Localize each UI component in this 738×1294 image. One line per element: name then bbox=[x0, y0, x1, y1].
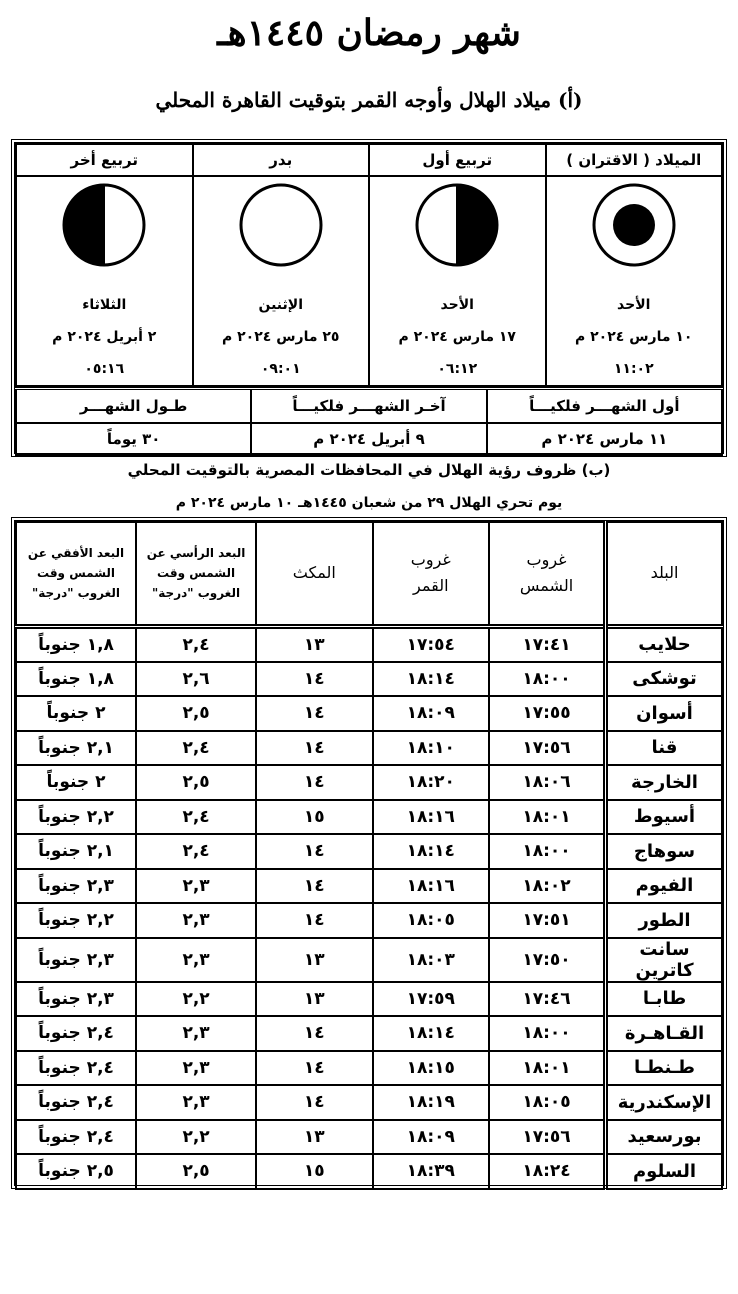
summary-value-row bbox=[16, 423, 722, 455]
sunset-cell: ١٨:٢٤ bbox=[489, 1154, 605, 1189]
column-header-line: غروب bbox=[410, 550, 451, 570]
table-row bbox=[16, 765, 722, 800]
city-cell: الفيوم bbox=[606, 869, 722, 904]
vertical-distance-cell: ٢,٣ bbox=[136, 903, 256, 938]
lag-cell: ١٣ bbox=[256, 626, 372, 662]
moonset-cell: ١٨:١٠ bbox=[373, 731, 489, 766]
moonset-cell: ١٨:٠٩ bbox=[373, 696, 489, 731]
summary-header-row bbox=[16, 389, 722, 423]
phase-time: ١١:٠٢ bbox=[613, 361, 654, 377]
city-cell: توشكى bbox=[606, 662, 722, 697]
lag-cell: ١٤ bbox=[256, 834, 372, 869]
horizontal-distance-cell: ٢,٢ جنوباً bbox=[16, 800, 136, 835]
moonset-cell: ١٨:١٩ bbox=[373, 1085, 489, 1120]
summary-value-start: ١١ مارس ٢٠٢٤ م bbox=[487, 423, 722, 455]
table-row bbox=[16, 982, 722, 1017]
vertical-distance-cell: ٢,٤ bbox=[136, 731, 256, 766]
horizontal-distance-cell: ٢,٥ جنوباً bbox=[16, 1154, 136, 1189]
table-row bbox=[16, 938, 722, 982]
city-cell: بورسعيد bbox=[606, 1120, 722, 1155]
vertical-distance-cell: ٢,٣ bbox=[136, 1085, 256, 1120]
horizontal-distance-cell: ٢,٤ جنوباً bbox=[16, 1085, 136, 1120]
phase-cell bbox=[16, 176, 193, 386]
vertical-distance-cell: ٢,٣ bbox=[136, 1016, 256, 1051]
column-header bbox=[136, 522, 256, 626]
horizontal-distance-cell: ٢,٢ جنوباً bbox=[16, 903, 136, 938]
city-cell: القـاهـرة bbox=[606, 1016, 722, 1051]
lag-cell: ١٤ bbox=[256, 869, 372, 904]
table-row bbox=[16, 800, 722, 835]
horizontal-distance-cell: ٢,٤ جنوباً bbox=[16, 1051, 136, 1086]
city-cell: أسيوط bbox=[606, 800, 722, 835]
moonset-cell: ١٨:١٥ bbox=[373, 1051, 489, 1086]
table-row bbox=[16, 1016, 722, 1051]
city-cell: سانت كاترين bbox=[606, 938, 722, 982]
horizontal-distance-cell: ٢,٤ جنوباً bbox=[16, 1016, 136, 1051]
horizontal-distance-cell: ٢,١ جنوباً bbox=[16, 731, 136, 766]
lag-cell: ١٤ bbox=[256, 731, 372, 766]
moonset-cell: ١٨:٠٣ bbox=[373, 938, 489, 982]
lag-cell: ١٣ bbox=[256, 938, 372, 982]
phase-day: الأحد bbox=[440, 297, 474, 313]
vertical-distance-cell: ٢,٥ bbox=[136, 696, 256, 731]
table-row bbox=[16, 1085, 722, 1120]
horizontal-distance-cell: ١,٨ جنوباً bbox=[16, 626, 136, 662]
table-row bbox=[16, 662, 722, 697]
table-row bbox=[16, 834, 722, 869]
lag-cell: ١٣ bbox=[256, 1120, 372, 1155]
phase-time: ٠٦:١٢ bbox=[437, 361, 478, 377]
horizontal-distance-cell: ١,٨ جنوباً bbox=[16, 662, 136, 697]
summary-value-length: ٣٠ يوماً bbox=[16, 423, 251, 455]
lag-cell: ١٥ bbox=[256, 1154, 372, 1189]
visibility-frame bbox=[11, 517, 727, 1189]
phase-header-row bbox=[16, 144, 722, 176]
full-moon-icon bbox=[237, 181, 325, 269]
summary-header-start: أول الشهـــر فلكيـــاً bbox=[487, 389, 722, 423]
phase-day: الثلاثاء bbox=[82, 297, 127, 313]
lag-cell: ١٤ bbox=[256, 1016, 372, 1051]
month-summary-table bbox=[15, 387, 723, 456]
visibility-table-body bbox=[16, 626, 722, 1189]
sunset-cell: ١٨:٠٥ bbox=[489, 1085, 605, 1120]
summary-header-length: طـول الشهـــر bbox=[16, 389, 251, 423]
column-header-line: الغروب "درجة" bbox=[31, 586, 121, 601]
horizontal-distance-cell: ٢ جنوباً bbox=[16, 696, 136, 731]
sunset-cell: ١٨:٠٠ bbox=[489, 834, 605, 869]
city-cell: الخارجة bbox=[606, 765, 722, 800]
horizontal-distance-cell: ٢,٣ جنوباً bbox=[16, 982, 136, 1017]
sunset-cell: ١٧:٤٦ bbox=[489, 982, 605, 1017]
new-moon-icon bbox=[590, 181, 678, 269]
column-header-line: البعد الأفقي عن bbox=[27, 546, 125, 561]
horizontal-distance-cell: ٢,٤ جنوباً bbox=[16, 1120, 136, 1155]
column-header-line: غروب bbox=[526, 550, 567, 570]
city-cell: قنا bbox=[606, 731, 722, 766]
lag-cell: ١٥ bbox=[256, 800, 372, 835]
city-cell: سوهاج bbox=[606, 834, 722, 869]
vertical-distance-cell: ٢,٥ bbox=[136, 765, 256, 800]
table-row bbox=[16, 1051, 722, 1086]
horizontal-distance-cell: ٢,٣ جنوباً bbox=[16, 869, 136, 904]
sunset-cell: ١٧:٥٦ bbox=[489, 731, 605, 766]
sunset-cell: ١٧:٤١ bbox=[489, 626, 605, 662]
table-row bbox=[16, 1154, 722, 1189]
column-header bbox=[373, 522, 489, 626]
phase-label: تربيع أول bbox=[369, 144, 546, 176]
visibility-header-row bbox=[16, 522, 722, 626]
sunset-cell: ١٧:٥٦ bbox=[489, 1120, 605, 1155]
moonset-cell: ١٨:١٤ bbox=[373, 834, 489, 869]
sunset-cell: ١٨:٠١ bbox=[489, 1051, 605, 1086]
vertical-distance-cell: ٢,٥ bbox=[136, 1154, 256, 1189]
vertical-distance-cell: ٢,٣ bbox=[136, 938, 256, 982]
column-header-line: البلد bbox=[650, 563, 679, 583]
moonset-cell: ١٨:٣٩ bbox=[373, 1154, 489, 1189]
vertical-distance-cell: ٢,٢ bbox=[136, 1120, 256, 1155]
moonset-cell: ١٧:٥٤ bbox=[373, 626, 489, 662]
lag-cell: ١٤ bbox=[256, 662, 372, 697]
moonset-cell: ١٨:١٦ bbox=[373, 869, 489, 904]
phase-day: الأحد bbox=[617, 297, 651, 313]
summary-value-end: ٩ أبريل ٢٠٢٤ م bbox=[251, 423, 486, 455]
phase-cell bbox=[193, 176, 370, 386]
city-cell: أسوان bbox=[606, 696, 722, 731]
vertical-distance-cell: ٢,٣ bbox=[136, 869, 256, 904]
summary-header-end: آخـر الشهـــر فلكيـــاً bbox=[251, 389, 486, 423]
column-header-line: الشمس وقت bbox=[37, 566, 116, 581]
lag-cell: ١٤ bbox=[256, 765, 372, 800]
phase-date: ٢ أبريل ٢٠٢٤ م bbox=[52, 329, 157, 345]
moonset-cell: ١٨:٠٥ bbox=[373, 903, 489, 938]
column-header bbox=[256, 522, 372, 626]
sunset-cell: ١٨:٠٠ bbox=[489, 1016, 605, 1051]
column-header-line: المكث bbox=[292, 563, 336, 583]
horizontal-distance-cell: ٢,٣ جنوباً bbox=[16, 938, 136, 982]
horizontal-distance-cell: ٢,١ جنوباً bbox=[16, 834, 136, 869]
city-cell: الإسكندرية bbox=[606, 1085, 722, 1120]
phase-label: بدر bbox=[193, 144, 370, 176]
section-a-heading: (أ) ميلاد الهلال وأوجه القمر بتوقيت القاهرة المحلي bbox=[155, 88, 583, 112]
phase-cell bbox=[369, 176, 546, 386]
moonset-cell: ١٨:١٤ bbox=[373, 1016, 489, 1051]
table-row bbox=[16, 1120, 722, 1155]
column-header-line: الغروب "درجة" bbox=[152, 586, 241, 601]
moonset-cell: ١٧:٥٩ bbox=[373, 982, 489, 1017]
visibility-table bbox=[15, 521, 723, 1190]
observation-date: يوم تحري الهلال ٢٩ من شعبان ١٤٤٥هـ ١٠ مارس ٢٠٢٤ م bbox=[175, 495, 563, 511]
vertical-distance-cell: ٢,٤ bbox=[136, 626, 256, 662]
table-row bbox=[16, 626, 722, 662]
sunset-cell: ١٨:٠٢ bbox=[489, 869, 605, 904]
moonset-cell: ١٨:٢٠ bbox=[373, 765, 489, 800]
lag-cell: ١٣ bbox=[256, 982, 372, 1017]
vertical-distance-cell: ٢,٤ bbox=[136, 800, 256, 835]
city-cell: السلوم bbox=[606, 1154, 722, 1189]
moon-phases-table bbox=[15, 143, 723, 387]
sunset-cell: ١٧:٥٥ bbox=[489, 696, 605, 731]
horizontal-distance-cell: ٢ جنوباً bbox=[16, 765, 136, 800]
lag-cell: ١٤ bbox=[256, 1085, 372, 1120]
phase-label: تربيع أخر bbox=[16, 144, 193, 176]
table-row bbox=[16, 731, 722, 766]
last-quarter-moon-icon bbox=[60, 181, 148, 269]
sunset-cell: ١٨:٠١ bbox=[489, 800, 605, 835]
vertical-distance-cell: ٢,٤ bbox=[136, 834, 256, 869]
table-row bbox=[16, 869, 722, 904]
moon-phases-frame bbox=[11, 139, 727, 457]
phase-time: ٠٥:١٦ bbox=[84, 361, 125, 377]
section-b-heading: (ب) ظروف رؤية الهلال في المحافظات المصرية بالتوقيت المحلي bbox=[127, 461, 611, 479]
column-header-line: البعد الرأسي عن bbox=[146, 546, 246, 561]
phase-label: الميلاد ( الاقتران ) bbox=[546, 144, 723, 176]
lag-cell: ١٤ bbox=[256, 696, 372, 731]
phase-time: ٠٩:٠١ bbox=[260, 361, 301, 377]
table-row bbox=[16, 903, 722, 938]
city-cell: الطور bbox=[606, 903, 722, 938]
vertical-distance-cell: ٢,٦ bbox=[136, 662, 256, 697]
city-cell: طابـا bbox=[606, 982, 722, 1017]
phase-detail-row bbox=[16, 176, 722, 386]
city-cell: حلايب bbox=[606, 626, 722, 662]
moonset-cell: ١٨:١٦ bbox=[373, 800, 489, 835]
column-header bbox=[606, 522, 722, 626]
vertical-distance-cell: ٢,٣ bbox=[136, 1051, 256, 1086]
first-quarter-moon-icon bbox=[413, 181, 501, 269]
sunset-cell: ١٨:٠٦ bbox=[489, 765, 605, 800]
phase-cell bbox=[546, 176, 723, 386]
city-cell: طـنطـا bbox=[606, 1051, 722, 1086]
phase-date: ٢٥ مارس ٢٠٢٤ م bbox=[222, 329, 340, 345]
column-header bbox=[489, 522, 605, 626]
vertical-distance-cell: ٢,٢ bbox=[136, 982, 256, 1017]
column-header-line: الشمس وقت bbox=[157, 566, 236, 581]
column-header-line: الشمس bbox=[519, 576, 574, 596]
phase-day: الإثنين bbox=[258, 297, 303, 313]
lag-cell: ١٤ bbox=[256, 1051, 372, 1086]
sunset-cell: ١٧:٥٠ bbox=[489, 938, 605, 982]
column-header bbox=[16, 522, 136, 626]
moonset-cell: ١٨:١٤ bbox=[373, 662, 489, 697]
phase-date: ١٠ مارس ٢٠٢٤ م bbox=[575, 329, 693, 345]
lag-cell: ١٤ bbox=[256, 903, 372, 938]
sunset-cell: ١٨:٠٠ bbox=[489, 662, 605, 697]
column-header-line: القمر bbox=[413, 576, 449, 596]
table-row bbox=[16, 696, 722, 731]
sunset-cell: ١٧:٥١ bbox=[489, 903, 605, 938]
phase-date: ١٧ مارس ٢٠٢٤ م bbox=[398, 329, 516, 345]
moonset-cell: ١٨:٠٩ bbox=[373, 1120, 489, 1155]
page-title: شهر رمضان ١٤٤٥هـ bbox=[217, 12, 521, 54]
